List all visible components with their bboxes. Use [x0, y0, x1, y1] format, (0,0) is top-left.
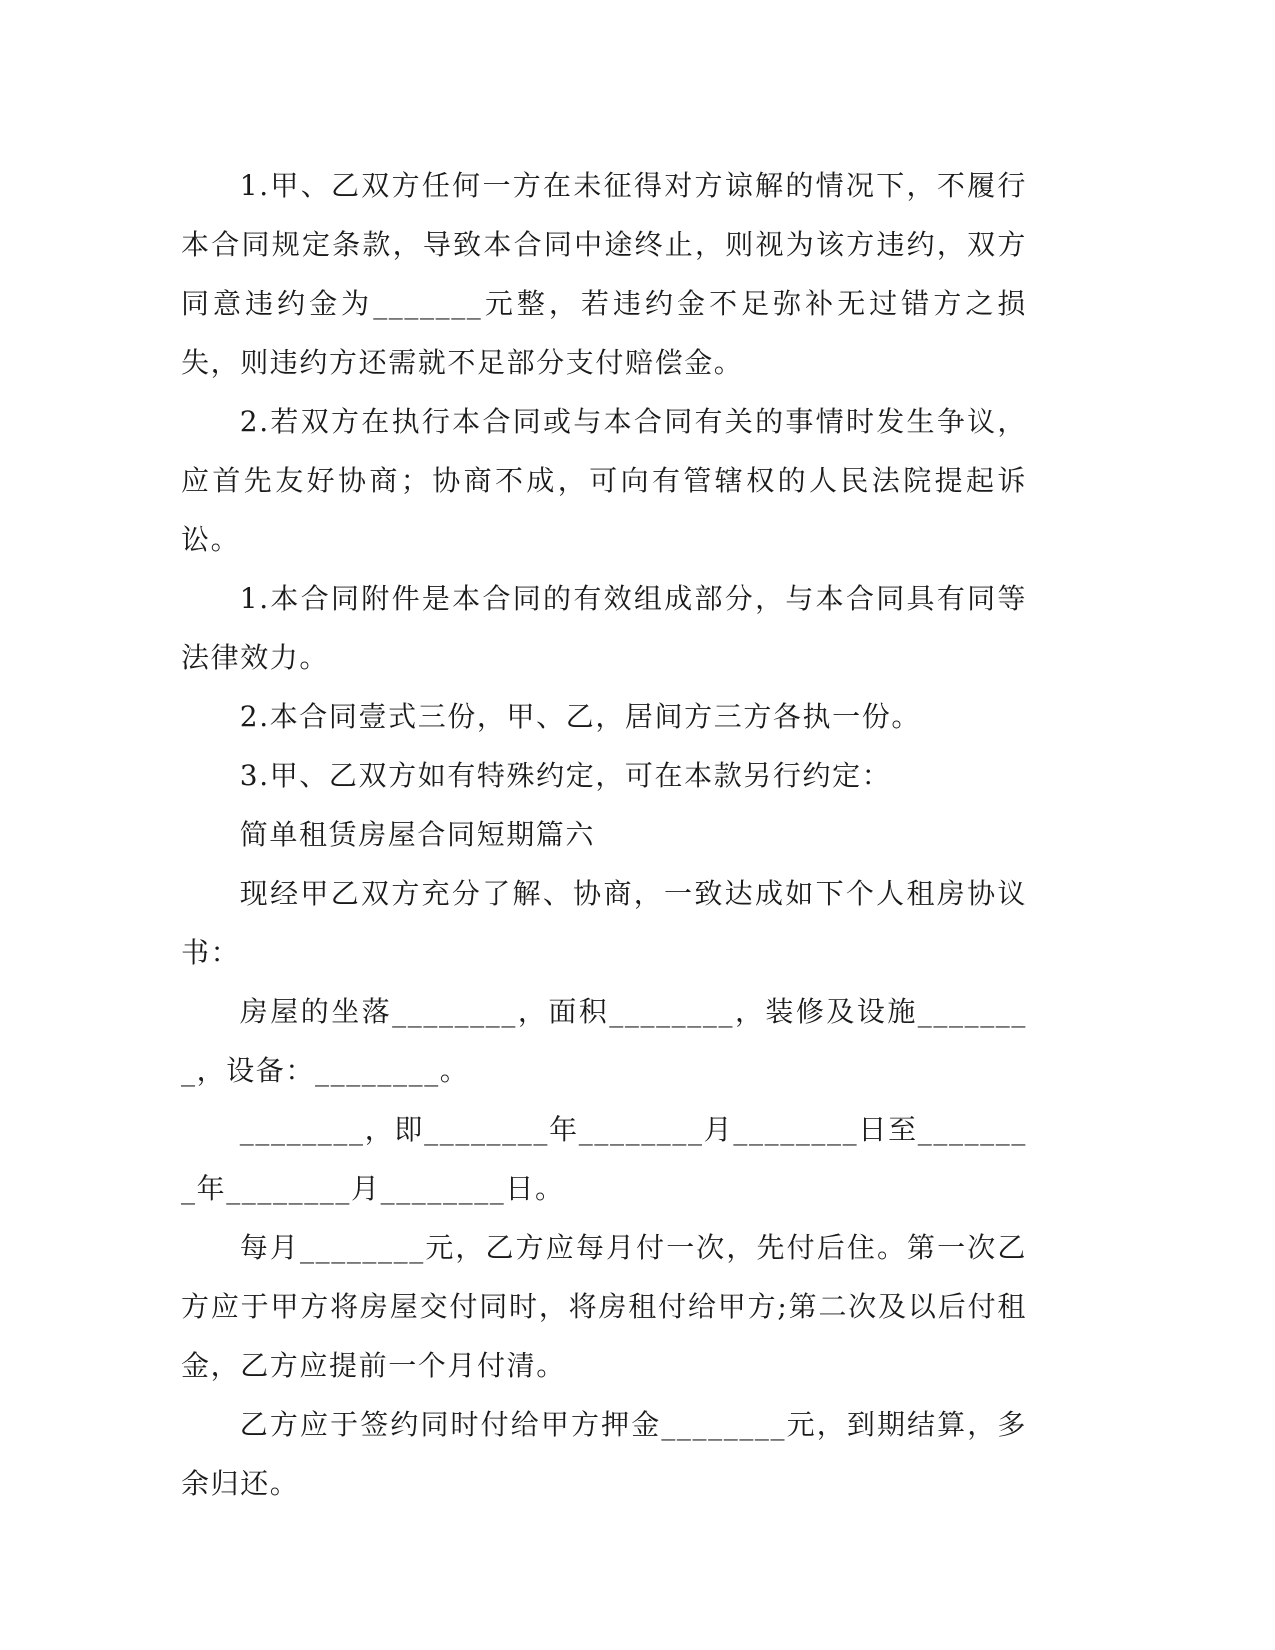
paragraph-breach-penalty: 1.甲、乙双方任何一方在未征得对方谅解的情况下，不履行本合同规定条款，导致本合同中途终止，则视为该方违约，双方同意违约金为_______元整，若违约金不足弥补无过错方之损失，则违约方还需就不足部分支付赔偿金。 — [181, 169, 1027, 379]
paragraph-special-terms: 3.甲、乙双方如有特殊约定，可在本款另行约定： — [239, 759, 892, 792]
document-body — [181, 156, 1027, 1513]
paragraph-lease-term: ________，即________年________月________日至________年________月________日。 — [181, 1113, 1027, 1205]
paragraph-copies: 2.本合同壹式三份，甲、乙，居间方三方各执一份。 — [239, 700, 921, 733]
paragraph-dispute-resolution: 2.若双方在执行本合同或与本合同有关的事情时发生争议，应首先友好协商；协商不成，可向有管辖权的人民法院提起诉讼。 — [181, 405, 1027, 556]
paragraph-rent-payment: 每月________元，乙方应每月付一次，先付后住。第一次乙方应于甲方将房屋交付同时，将房租付给甲方;第二次及以后付租金，乙方应提前一个月付清。 — [181, 1231, 1027, 1382]
paragraph-agreement-intro: 现经甲乙双方充分了解、协商，一致达成如下个人租房协议书： — [181, 877, 1027, 969]
section-heading: 简单租赁房屋合同短期篇六 — [239, 818, 595, 851]
paragraph-deposit: 乙方应于签约同时付给甲方押金________元，到期结算，多余归还。 — [181, 1408, 1027, 1500]
paragraph-property-details: 房屋的坐落________，面积________，装修及设施________，设备：________。 — [181, 995, 1027, 1087]
paragraph-attachment-validity: 1.本合同附件是本合同的有效组成部分，与本合同具有同等法律效力。 — [181, 582, 1027, 674]
